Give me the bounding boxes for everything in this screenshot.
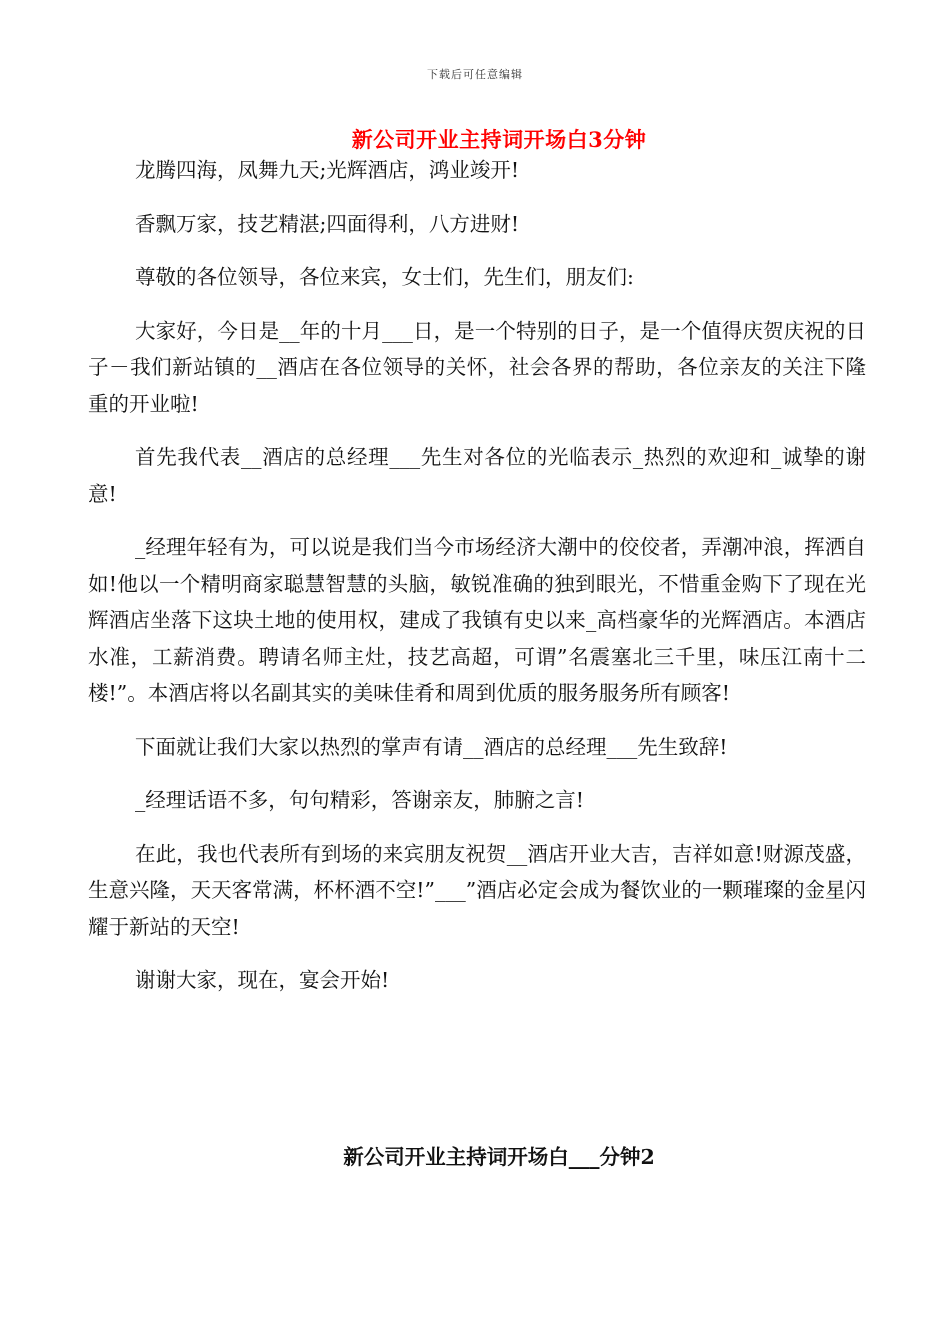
paragraph: _经理年轻有为，可以说是我们当今市场经济大潮中的佼佼者，弄潮冲浪，挥洒自如!他以一个精明商家聪慧智慧的头脑，敏锐准确的独到眼光，不惜重金购下了现在光辉酒店坐落下这块土地的使用权，建成了我镇有史以来_高档豪华的光辉酒店。本酒店水准，工薪消费。聘请名师主灶，技艺高超，可谓”名震塞北三千里，味压江南十二楼!”。本酒店将以名副其实的美味佳肴和周到优质的服务服务所有顾客! [88, 535, 866, 705]
paragraph: 龙腾四海，凤舞九天;光辉酒店，鸿业竣开! [135, 158, 520, 182]
document-body [88, 152, 866, 1016]
paragraph: 在此，我也代表所有到场的来宾朋友祝贺__酒店开业大吉，吉祥如意!财源茂盛，生意兴隆，天天客常满，杯杯酒不空!”___”酒店必定会成为餐饮业的一颗璀璨的金星闪耀于新站的天空! [88, 841, 866, 939]
paragraph: 大家好，今日是__年的十月___日，是一个特别的日子，是一个值得庆贺庆祝的日子－我们新站镇的__酒店在各位领导的关怀，社会各界的帮助，各位亲友的关注下隆重的开业啦! [88, 318, 866, 416]
paragraph: 香飘万家，技艺精湛;四面得利，八方进财! [135, 211, 520, 236]
paragraph: 下面就让我们大家以热烈的掌声有请__酒店的总经理___先生致辞! [135, 734, 728, 759]
paragraph: 首先我代表__酒店的总经理___先生对各位的光临表示_热烈的欢迎和_诚挚的谢意! [88, 445, 866, 506]
paragraph: 尊敬的各位领导，各位来宾，女士们，先生们，朋友们: [135, 265, 634, 289]
section-heading: 新公司开业主持词开场白___分钟2 [343, 1145, 655, 1169]
paragraph: 谢谢大家，现在，宴会开始! [135, 968, 390, 992]
paragraph: _经理话语不多，句句精彩，答谢亲友，肺腑之言! [135, 788, 584, 812]
document-title: 新公司开业主持词开场白3分钟 [351, 127, 647, 152]
header-note: 下载后可任意编辑 [427, 68, 523, 81]
